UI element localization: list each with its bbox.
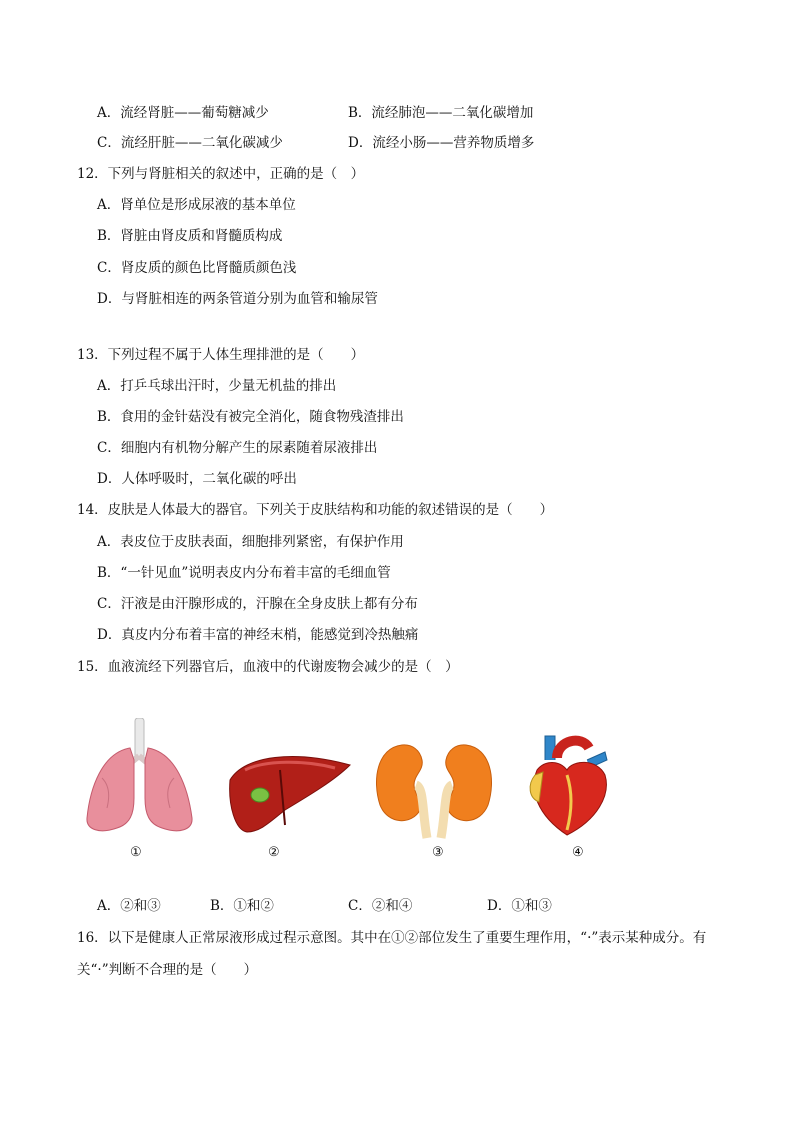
q13-option-a: A．打乒乓球出汗时，少量无机盐的排出 [97, 378, 337, 394]
q14-option-c: C．汗液是由汗腺形成的，汗腺在全身皮肤上都有分布 [97, 596, 418, 612]
q13-option-d: D．人体呼吸时，二氧化碳的呼出 [97, 471, 297, 487]
q14-option-d: D．真皮内分布着丰富的神经末梢，能感觉到冷热触痛 [97, 627, 419, 643]
q16-stem-line1: 16．以下是健康人正常尿液形成过程示意图。其中在①②部位发生了重要生理作用，“·”表示某种成分。有 [77, 930, 707, 946]
kidneys-image [372, 740, 496, 840]
q14-option-a: A．表皮位于皮肤表面，细胞排列紧密，有保护作用 [97, 534, 404, 550]
q14-option-b: B．“一针见血”说明表皮内分布着丰富的毛细血管 [97, 565, 391, 581]
q13-option-c: C．细胞内有机物分解产生的尿素随着尿液排出 [97, 440, 378, 456]
q12-stem: 12．下列与肾脏相关的叙述中，正确的是（ ） [77, 166, 365, 182]
heart-image [527, 730, 612, 840]
q16-stem-line2: 关“·”判断不合理的是（ ） [77, 962, 258, 978]
q15-option-c: C．②和④ [348, 898, 413, 914]
organ-label-4: ④ [572, 845, 584, 860]
q11-option-d: D．流经小肠——营养物质增多 [348, 135, 535, 151]
q12-option-d: D．与肾脏相连的两条管道分别为血管和输尿管 [97, 291, 378, 307]
q15-option-b: B．①和② [210, 898, 274, 914]
q13-option-b: B．食用的金针菇没有被完全消化，随食物残渣排出 [97, 409, 404, 425]
q12-option-b: B．肾脏由肾皮质和肾髓质构成 [97, 228, 283, 244]
organ-label-3: ③ [432, 845, 444, 860]
lungs-image [82, 718, 197, 838]
q13-stem: 13．下列过程不属于人体生理排泄的是（ ） [77, 347, 365, 363]
q15-option-d: D．①和③ [487, 898, 552, 914]
q15-option-a: A．②和③ [97, 898, 161, 914]
liver-image [225, 750, 355, 835]
organ-label-1: ① [130, 845, 142, 860]
q11-option-b: B．流经肺泡——二氧化碳增加 [348, 105, 534, 121]
q15-stem: 15．血液流经下列器官后，血液中的代谢废物会减少的是（ ） [77, 659, 459, 675]
organ-label-2: ② [268, 845, 280, 860]
q12-option-c: C．肾皮质的颜色比肾髓质颜色浅 [97, 260, 297, 276]
q11-option-a: A．流经肾脏——葡萄糖减少 [97, 105, 269, 121]
q14-stem: 14．皮肤是人体最大的器官。下列关于皮肤结构和功能的叙述错误的是（ ） [77, 502, 554, 518]
q11-option-c: C．流经肝脏——二氧化碳减少 [97, 135, 283, 151]
q12-option-a: A．肾单位是形成尿液的基本单位 [97, 197, 296, 213]
